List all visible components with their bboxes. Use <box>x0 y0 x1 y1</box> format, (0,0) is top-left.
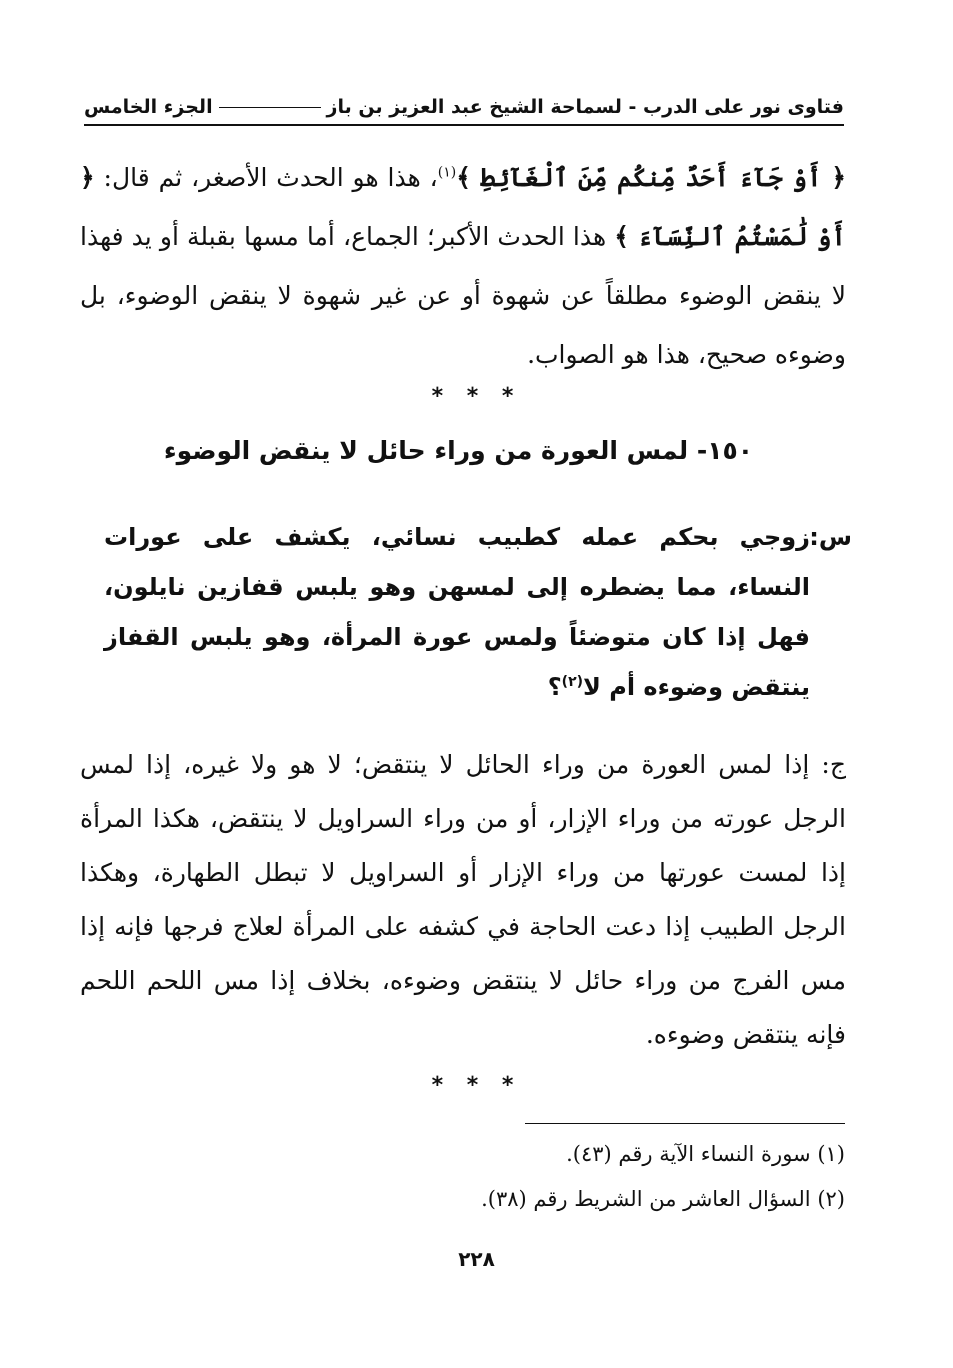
quran-verse-1: ﴿ أَوْ جَآءَ أَحَدٌ مِّنكُم مِّنَ ٱلْغَآئِطِ ﴾ <box>456 163 846 192</box>
running-header <box>84 90 844 126</box>
answer-block: ج: إذا لمس العورة من وراء الحائل لا ينتقض؛ لا هو ولا غيره، إذا لمس الرجل عورته من وراء الإزار، أو من وراء السراويل لا ينتقض، هكذا المرأة إذا لمست عورتها من وراء الإزار أو السراويل لا تبطل الطهارة، وهكذا الرجل الطبيب إذا دعت الحاجة في كشفه على المرأة لعلاج فرجها فإنه إذا مس الفرج من وراء حائل لا ينتقض وضوءه، بخلاف إذا مس اللحم اللحم فإنه ينتقض وضوءه. <box>80 750 846 1049</box>
question-mark: ؟ <box>547 673 562 701</box>
section-separator-end: * * * <box>431 1073 522 1098</box>
question-text-main: زوجي بحكم عمله كطبيب نسائي، يكشف على عورات النساء، مما يضطره إلى لمسهن وهو يلبس قفازين نايلون، فهل إذا كان متوضئاً ولمس عورة المرأة، وهو يلبس القفاز ينتقض وضوءه أم لا <box>104 523 810 701</box>
paragraph-text-2: هذا الحدث الأكبر؛ الجماع، أما مسها بقبلة أو يد فهذا لا ينقض الوضوء مطلقاً عن شهوة أو عن غير شهوة لا ينقض الوضوء، بل وضوءه صحيح، هذا هو الصواب. <box>80 222 846 369</box>
volume-label: الجزء الخامس <box>84 96 213 118</box>
footnote-1: (١) سورة النساء الآية رقم (٤٣). <box>566 1142 845 1166</box>
page-number: ٢٢٨ <box>458 1247 495 1271</box>
quran-verse-2: ﴿ أَوْ لَٰمَسْتُمُ ٱلنِّسَآءَ ﴾ <box>80 163 846 251</box>
footnote-ref-1: (١) <box>437 164 457 181</box>
paragraph-text-1: ، هذا هو الحدث الأصغر، ثم قال: <box>94 163 438 192</box>
header-rule <box>219 107 321 108</box>
question-text <box>104 512 810 712</box>
footnotes <box>245 1132 845 1222</box>
continuation-paragraph <box>80 148 846 384</box>
question-block <box>104 512 852 712</box>
footnote-ref-2: (٢) <box>561 674 584 690</box>
question-marker: س: <box>809 523 852 551</box>
fatwa-heading: ١٥٠- لمس العورة من وراء حائل لا ينقض الوضوء <box>163 436 753 465</box>
book-title: فتاوى نور على الدرب - لسماحة الشيخ عبد العزيز بن باز <box>326 96 844 118</box>
footnote-rule <box>525 1123 845 1124</box>
section-separator: * * * <box>431 384 522 409</box>
footnote-2: (٢) السؤال العاشر من الشريط رقم (٣٨). <box>481 1187 845 1211</box>
